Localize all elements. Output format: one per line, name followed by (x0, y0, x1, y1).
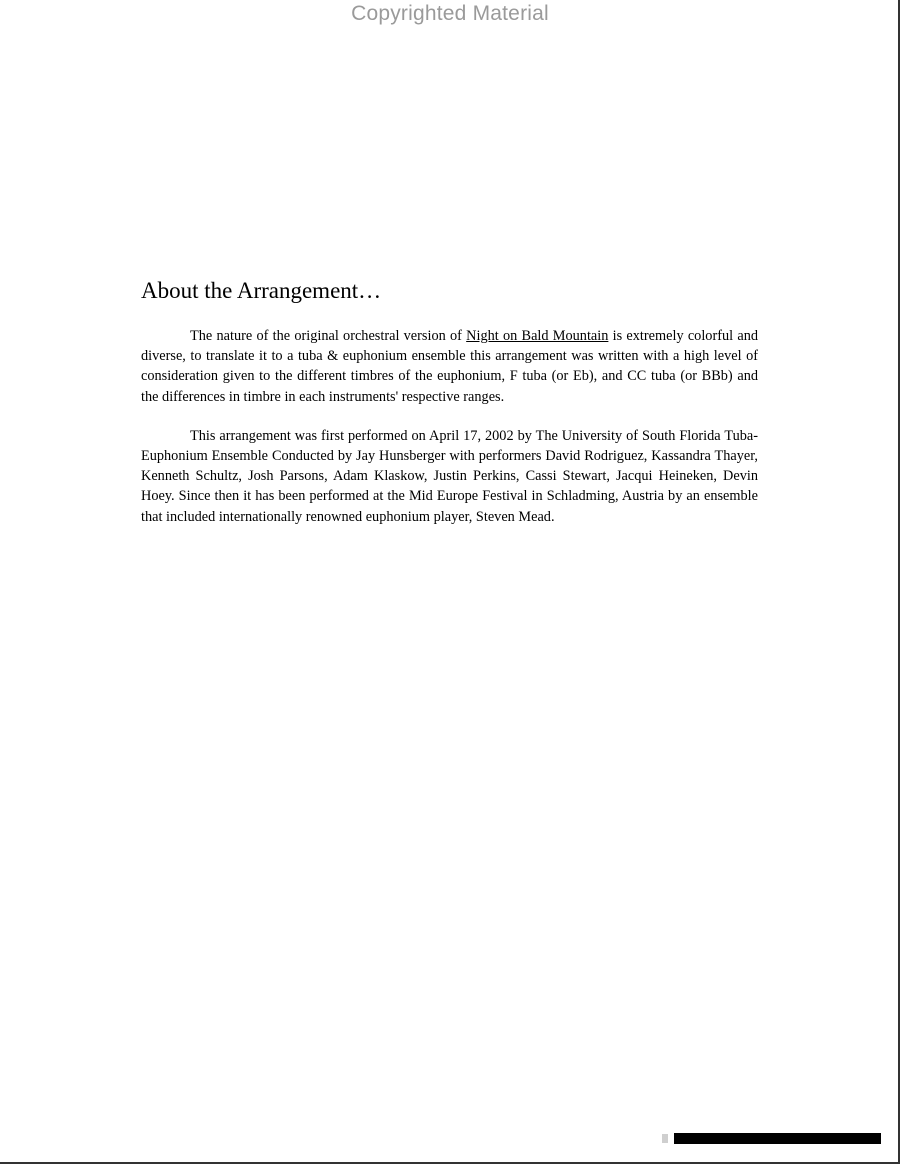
arrangement-notes (141, 326, 758, 546)
paragraph-performance-history: This arrangement was first performed on April 17, 2002 by The University of South Florida Tuba-Euphonium Ensemble Conducted by Jay Hunsberger with performers David Rodriguez, Kassandra Thayer, Kenneth Schultz, Josh Parsons, Adam Klaskow, Justin Perkins, Cassi Stewart, Jacqui Heineken, Devin Hoey. Since then it has been performed at the Mid Europe Festival in Schladming, Austria by an ensemble that included internationally renowned euphonium player, Steven Mead. (141, 427, 758, 525)
work-title: Night on Bald Mountain (466, 328, 609, 344)
paragraph-1-rest: is extremely colorful and diverse, to translate it to a tuba & euphonium ensemble this arrangement was written with a high level of consideration given to the different timbres of the euphonium, F tuba (or Eb), and CC tuba (or BBb) and the differences in timbre in each instruments' respective ranges. (141, 328, 758, 405)
paragraph-orchestration (141, 326, 758, 407)
section-heading: About the Arrangement… (141, 278, 382, 303)
copyright-watermark: Copyrighted Material (351, 2, 549, 25)
scan-mark (662, 1134, 668, 1143)
paragraph-1-lead: The nature of the original orchestral version of (190, 328, 467, 344)
page-edge-bar (674, 1133, 881, 1144)
